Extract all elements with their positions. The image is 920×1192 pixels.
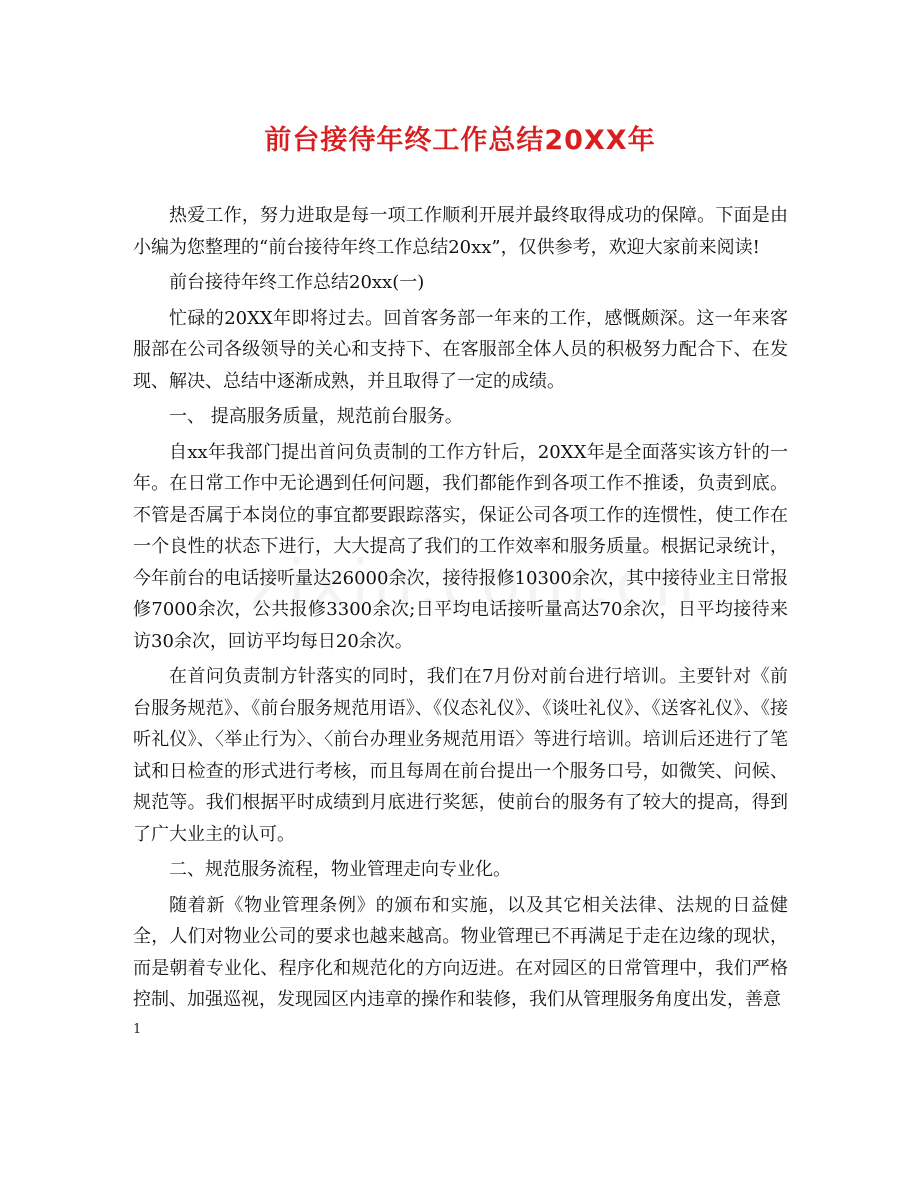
section-heading-one: 前台接待年终工作总结20xx(一) [169, 272, 425, 293]
subheading-standardize-process: 二、规范服务流程，物业管理走向专业化。 [169, 859, 511, 880]
paragraph: 在首问负责制方针落实的同时，我们在7月份对前台进行培训。主要针对《前台服务规范》、《前台服务规范用语》、《仪态礼仪》、《谈吐礼仪》、《送客礼仪》、《接听礼仪》、〈举止行为〉、〈前台办理业务规范用语〉等进行培训。培训后还进行了笔试和日检查的形式进行考核，而且每周在前台提出一个服务口号，如微笑、问候、规范等。我们根据平时成绩到月底进行奖惩，使前台的服务有了较大的提高，得到了广大业主的认可。 [133, 666, 788, 845]
paragraph-intro: 热爱工作，努力进取是每一项工作顺利开展并最终取得成功的保障。下面是由小编为您整理的“前台接待年终工作总结20xx”，仅供参考，欢迎大家前来阅读! [133, 205, 788, 258]
document-body [133, 200, 788, 1020]
paragraph: 自xx年我部门提出首问负责制的工作方针后，20XX年是全面落实该方针的一年。在日常工作中无论遇到任何问题，我们都能作到各项工作不推诿，负责到底。不管是否属于本岗位的事宜都要跟踪落实，保证公司各项工作的连惯性，使工作在一个良性的状态下进行，大大提高了我们的工作效率和服务质量。根据记录统计，今年前台的电话接听量达26000余次，接待报修10300余次，其中接待业主日常报修7000余次，公共报修3300余次;日平均电话接听量高达70余次，日平均接待来访30余次，回访平均每日20余次。 [133, 441, 788, 652]
page-title: 前台接待年终工作总结20XX年 [264, 125, 656, 156]
paragraph: 忙碌的20XX年即将过去。回首客务部一年来的工作，感慨颇深。这一年来客服部在公司各级领导的关心和支持下、在客服部全体人员的积极努力配合下、在发现、解决、总结中逐渐成熟，并且取得了一定的成绩。 [133, 307, 788, 392]
page-number: 1 [133, 1022, 142, 1037]
paragraph: 随着新《物业管理条例》的颁布和实施，以及其它相关法律、法规的日益健全，人们对物业公司的要求也越来越高。物业管理已不再满足于走在边缘的现状，而是朝着专业化、程序化和规范化的方向迈进。在对园区的日常管理中，我们严格控制、加强巡视，发现园区内违章的操作和装修，我们从管理服务角度出发，善意 [133, 894, 788, 1010]
subheading-improve-service: 一、 提高服务质量，规范前台服务。 [169, 406, 463, 427]
